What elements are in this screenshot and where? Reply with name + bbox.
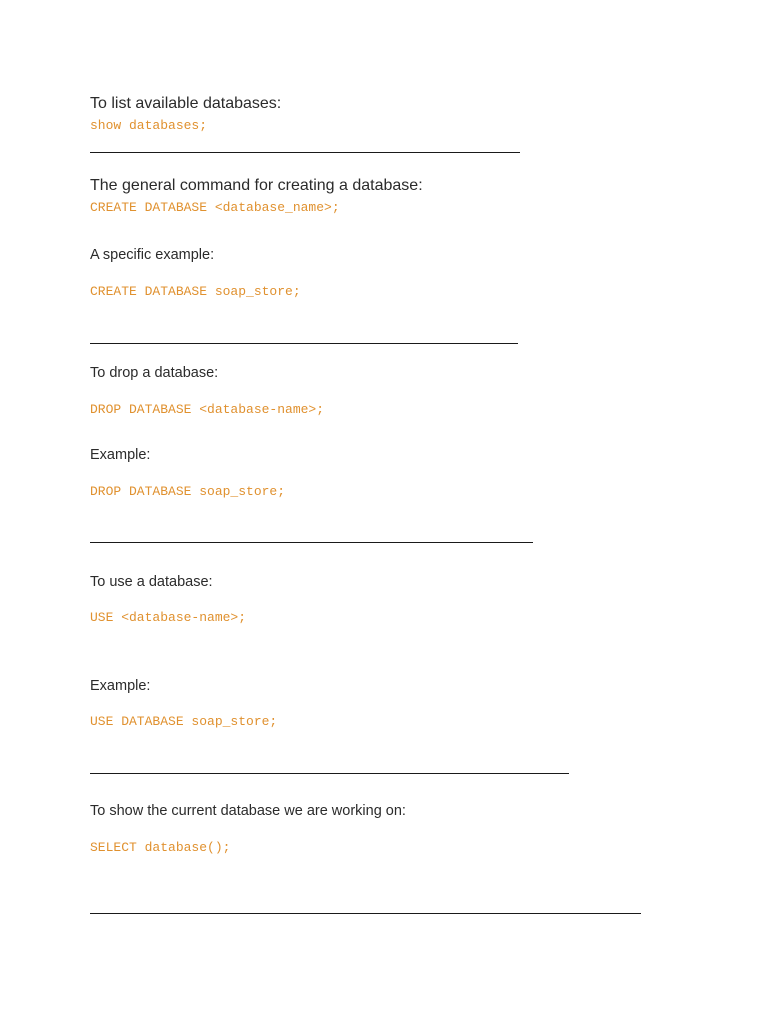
- list-databases-code: show databases;: [90, 118, 208, 133]
- section-divider: [90, 542, 533, 543]
- use-example-code: USE DATABASE soap_store;: [90, 714, 278, 729]
- list-databases-heading: To list available databases:: [90, 95, 282, 112]
- create-database-heading: The general command for creating a database:: [90, 177, 423, 194]
- use-database-heading: To use a database:: [90, 574, 213, 590]
- drop-example-label: Example:: [90, 447, 151, 463]
- drop-database-heading: To drop a database:: [90, 365, 219, 381]
- create-database-code: CREATE DATABASE <database_name>;: [90, 200, 340, 215]
- create-example-label: A specific example:: [90, 247, 215, 263]
- section-divider: [90, 773, 569, 774]
- current-database-heading: To show the current database we are working on:: [90, 803, 406, 819]
- use-database-code: USE <database-name>;: [90, 610, 247, 625]
- section-divider: [90, 913, 641, 914]
- use-example-label: Example:: [90, 678, 151, 694]
- drop-example-code: DROP DATABASE soap_store;: [90, 484, 286, 499]
- section-divider: [90, 152, 520, 153]
- drop-database-code: DROP DATABASE <database-name>;: [90, 402, 325, 417]
- section-divider: [90, 343, 518, 344]
- create-example-code: CREATE DATABASE soap_store;: [90, 284, 301, 299]
- current-database-code: SELECT database();: [90, 840, 231, 855]
